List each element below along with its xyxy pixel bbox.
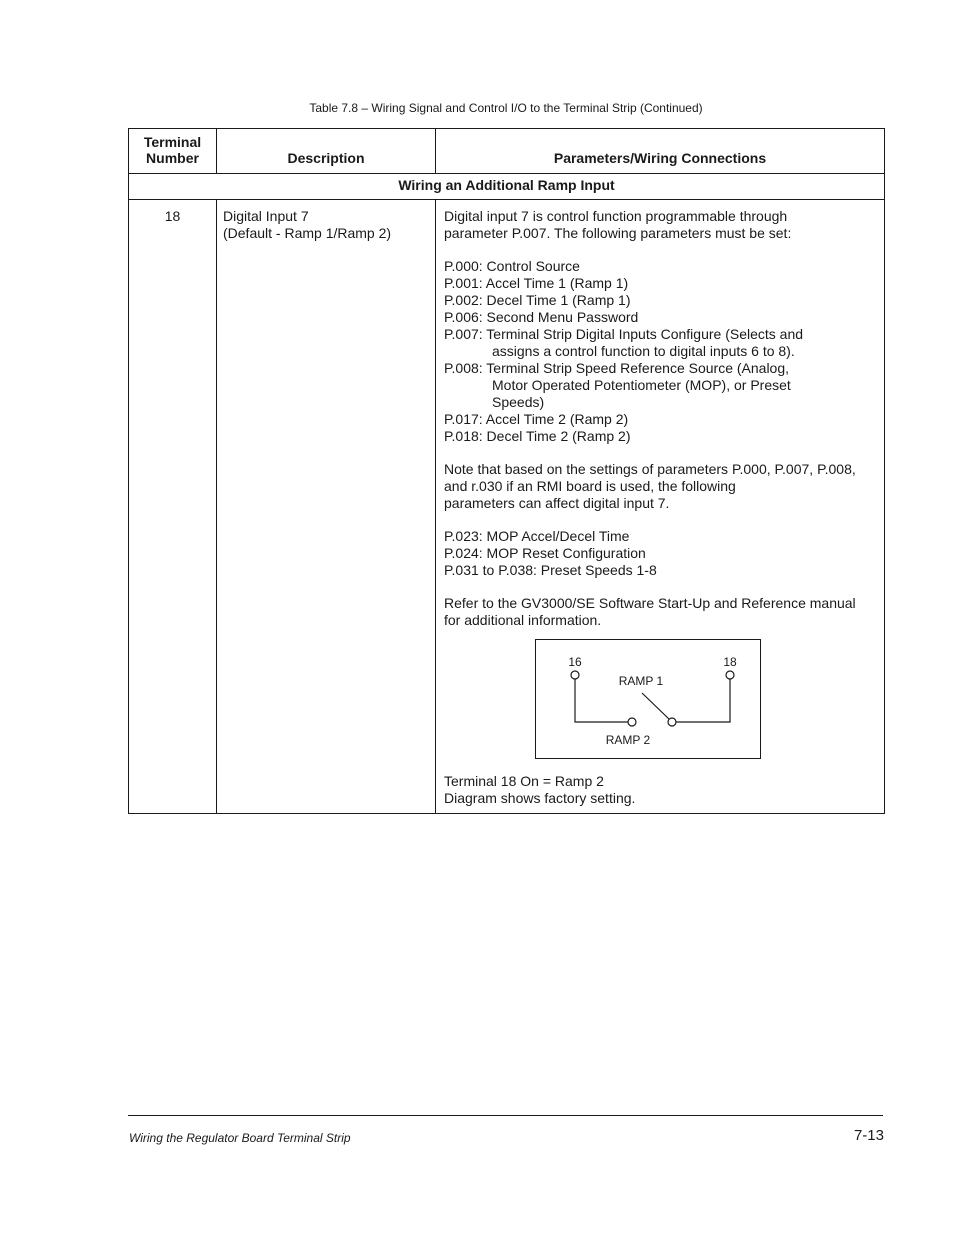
- param-p008-cont2: Speeds): [492, 394, 545, 410]
- header-terminal-line2: Number: [146, 150, 199, 166]
- ramp2-label: RAMP 2: [605, 733, 651, 747]
- switch-pivot-node: [668, 718, 676, 726]
- param-p008-cont1: Motor Operated Potentiometer (MOP), or Preset: [492, 377, 791, 393]
- result-line1: Terminal 18 On = Ramp 2: [444, 773, 604, 789]
- footer-rule: [128, 1115, 883, 1116]
- terminal-16-label: 16: [568, 655, 582, 669]
- table-caption: Table 7.8 – Wiring Signal and Control I/O to the Terminal Strip (Continued): [309, 101, 703, 115]
- refer-line2: for additional information.: [444, 612, 602, 628]
- description-line1: Digital Input 7: [223, 208, 309, 224]
- param-p001: P.001: Accel Time 1 (Ramp 1): [444, 275, 629, 291]
- description-line2: (Default - Ramp 1/Ramp 2): [223, 225, 392, 241]
- terminal-18-label: 18: [723, 655, 737, 669]
- note-line3: parameters can affect digital input 7.: [444, 495, 670, 511]
- terminal-18-node: [726, 671, 734, 679]
- ramp-switch-diagram: [535, 639, 761, 759]
- section-title: Wiring an Additional Ramp Input: [129, 174, 885, 200]
- note-line2: and r.030 if an RMI board is used, the following: [444, 478, 736, 494]
- param-p024: P.024: MOP Reset Configuration: [444, 545, 646, 561]
- ramp2-contact-node: [628, 718, 636, 726]
- table-row: [129, 200, 885, 814]
- wire-right: [676, 679, 730, 722]
- param-p031-p038: P.031 to P.038: Preset Speeds 1-8: [444, 562, 657, 578]
- param-p002: P.002: Decel Time 1 (Ramp 1): [444, 292, 631, 308]
- refer-line1: Refer to the GV3000/SE Software Start-Up and Reference manual: [444, 595, 856, 611]
- header-parameters: Parameters/Wiring Connections: [436, 129, 885, 174]
- param-p000: P.000: Control Source: [444, 258, 580, 274]
- parameters-cell: [436, 200, 885, 814]
- param-p023: P.023: MOP Accel/Decel Time: [444, 528, 630, 544]
- header-description: Description: [217, 129, 436, 174]
- param-p018: P.018: Decel Time 2 (Ramp 2): [444, 428, 631, 444]
- param-p007: P.007: Terminal Strip Digital Inputs Configure (Selects and: [444, 326, 804, 342]
- param-p017: P.017: Accel Time 2 (Ramp 2): [444, 411, 629, 427]
- description-cell: [217, 200, 436, 814]
- param-p008: P.008: Terminal Strip Speed Reference Source (Analog,: [444, 360, 790, 376]
- param-p006: P.006: Second Menu Password: [444, 309, 639, 325]
- param-p007-cont: assigns a control function to digital inputs 6 to 8).: [492, 343, 795, 359]
- footer-chapter-title: Wiring the Regulator Board Terminal Strip: [129, 1131, 351, 1145]
- terminal-number-cell: 18: [129, 200, 217, 814]
- terminal-16-node: [571, 671, 579, 679]
- wiring-table: [128, 128, 885, 814]
- note-line1: Note that based on the settings of parameters P.000, P.007, P.008,: [444, 461, 856, 477]
- header-terminal-line1: Terminal: [143, 134, 202, 150]
- intro-line1: Digital input 7 is control function programmable through: [444, 208, 788, 224]
- section-row: [129, 174, 885, 200]
- header-terminal-number: [129, 129, 217, 174]
- result-line2: Diagram shows factory setting.: [444, 790, 636, 806]
- intro-line2: parameter P.007. The following parameters must be set:: [444, 225, 792, 241]
- switch-blade: [642, 693, 670, 720]
- ramp-switch-svg: [536, 640, 760, 758]
- table-header-row: [129, 129, 885, 174]
- ramp1-label: RAMP 1: [618, 674, 664, 688]
- page-number: 7-13: [853, 1127, 884, 1144]
